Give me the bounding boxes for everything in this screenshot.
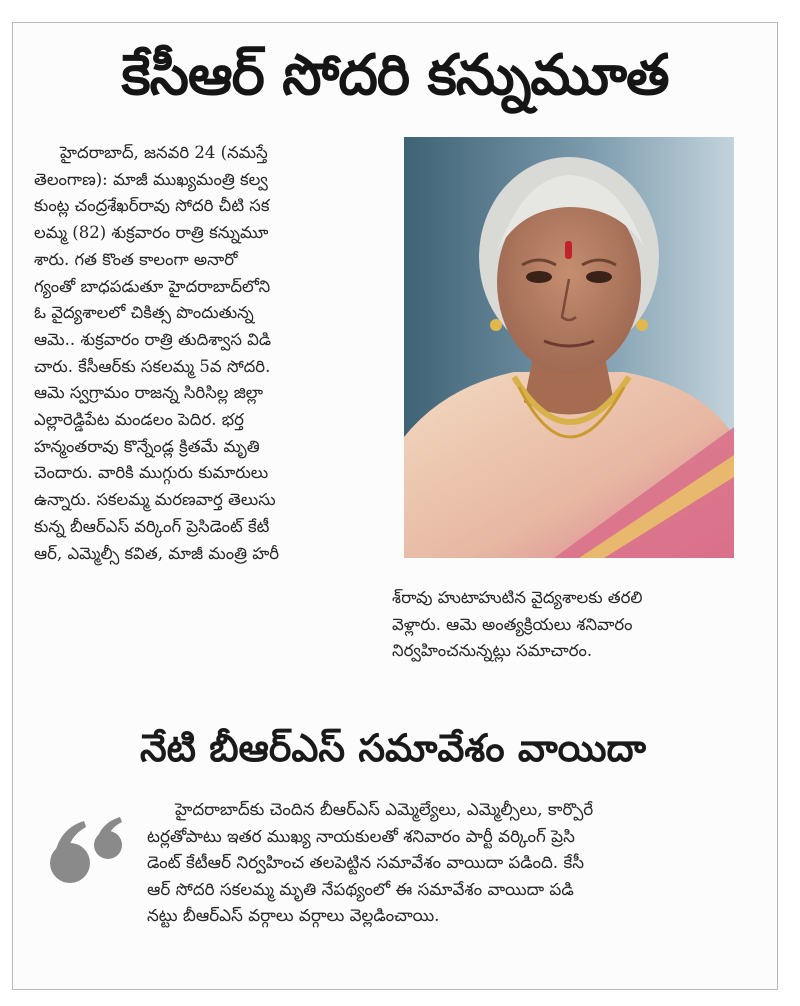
- article-column-right: [392, 585, 742, 665]
- text-line: హైదరాబాద్, జనవరి 24 (నమస్తే: [60, 143, 268, 162]
- portrait-photo: [404, 137, 734, 558]
- text-line: శ్‌రావు హుటాహుటిన వైద్యశాలకు తరలి: [392, 588, 643, 607]
- text-line: ఎల్లారెడ్డిపేట మండలం పెదిర. భర్త: [34, 410, 244, 430]
- text-line: టర్లతోపాటు ఇతర ముఖ్య నాయకులతో శనివారం పార్టీ వర్కింగ్ ప్రెసి: [147, 825, 575, 846]
- text-line: గ్యంతో బాధపడుతూ హైదరాబాద్‌లోని: [34, 276, 271, 296]
- text-line: తెలంగాణ): మాజీ ముఖ్యమంత్రి కల్వ: [34, 169, 268, 189]
- text-line: కున్న బీఆర్‌ఎస్ వర్కింగ్ ప్రెసిడెంట్ కేటీ: [34, 516, 270, 536]
- text-line: కుంట్ల చంద్రశేఖర్‌రావు సోదరి చీటి సక: [34, 196, 270, 216]
- text-line: ఓ వైద్యశాలలో చికిత్స పొందుతున్న: [34, 303, 254, 323]
- quote-icon: [48, 815, 130, 887]
- text-line: చారు. కేసీఆర్‌కు సకలమ్మ 5వ సోదరి.: [34, 356, 271, 376]
- article-column-bottom: [147, 796, 747, 929]
- text-line: నట్టు బీఆర్‌ఎస్ వర్గాలు వర్గాలు వెల్లడించాయి.: [147, 905, 440, 926]
- text-line: లమ్మ (82) శుక్రవారం రాత్రి కన్నుమూ: [34, 223, 269, 243]
- text-line: ఆర్ సోదరి సకలమ్మ మృతి నేపథ్యంలో ఈ సమావేశం వాయిదా పడి: [147, 878, 574, 899]
- text-line: ఆమె స్వగ్రామం రాజన్న సిరిసిల్ల జిల్లా: [34, 383, 264, 403]
- text-line: వెళ్లారు. ఆమె అంత్యక్రియలు శనివారం: [392, 614, 633, 634]
- text-line: ఆమె.. శుక్రవారం రాత్రి తుదిశ్వాస విడి: [34, 329, 272, 349]
- article-column-left: [34, 140, 390, 567]
- text-line: ఆర్, ఎమ్మెల్సీ కవిత, మాజీ మంత్రి హరీ: [34, 543, 280, 563]
- subheadline: నేటి బీఆర్‌ఎస్ సమావేశం వాయిదా: [140, 726, 647, 770]
- text-line: హైదరాబాద్‌కు చెందిన బీఆర్‌ఎస్ ఎమ్మెల్యేలు, ఎమ్మెల్సీలు, కార్పొరే: [175, 799, 594, 819]
- text-line: చెందారు. వారికి ముగ్గురు కుమారులు: [34, 463, 269, 483]
- text-line: శారు. గత కొంత కాలంగా అనారో: [34, 249, 238, 269]
- text-line: నిర్వహించనున్నట్లు సమాచారం.: [392, 641, 593, 661]
- text-line: ఉన్నారు. సకలమ్మ మరణవార్త తెలుసు: [34, 490, 276, 510]
- headline: కేసీఆర్ సోదరి కన్నుమూత: [121, 43, 669, 108]
- text-line: హన్మంతరావు కొన్నేండ్ల క్రితమే మృతి: [34, 436, 260, 456]
- text-line: డెంట్ కేటీఆర్ నిర్వహించ తలపెట్టిన సమావేశం వాయిదా పడింది. కేసీ: [147, 852, 585, 873]
